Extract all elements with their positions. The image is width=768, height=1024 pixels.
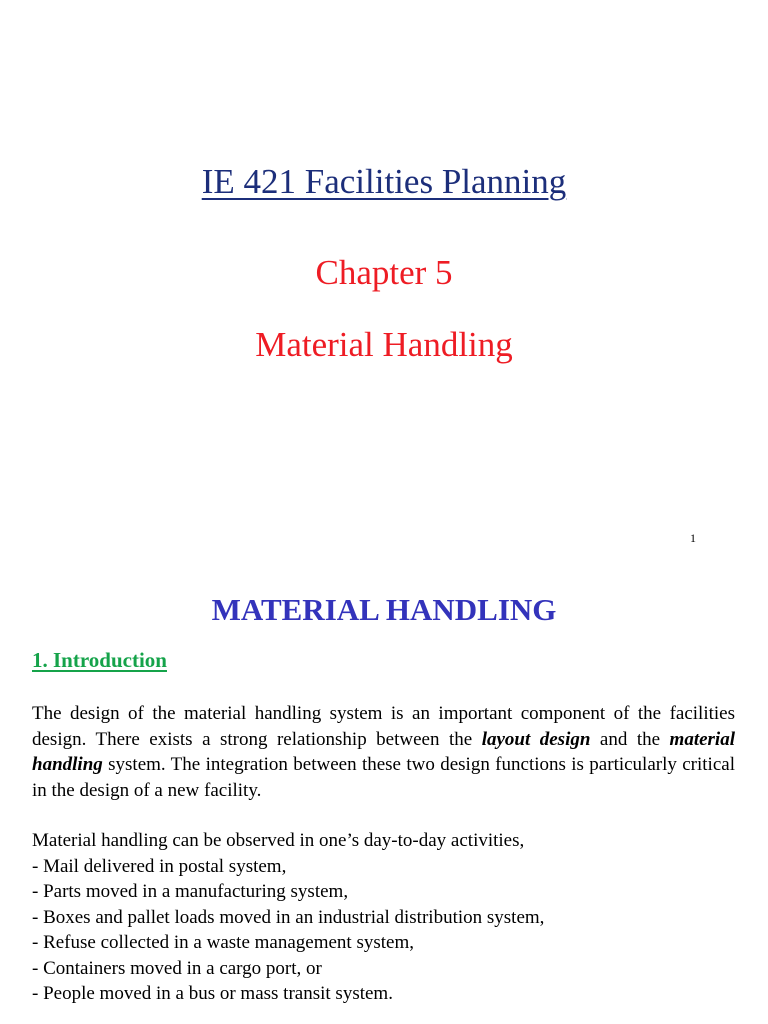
list-item: - Containers moved in a cargo port, or [32,957,322,979]
course-title: IE 421 Facilities Planning [201,162,567,201]
list-item: - Parts moved in a manufacturing system, [32,881,349,902]
emphasis-layout-design: layout design [481,728,591,750]
list-item: - Mail delivered in postal system, [32,855,287,877]
chapter-label: Chapter 5 [315,253,453,292]
list-item: - Refuse collected in a waste management system, [32,932,414,953]
section-heading: 1. Introduction [32,648,167,672]
chapter-title: Material Handling [255,325,513,364]
examples-list [32,828,735,1007]
slide-heading: MATERIAL HANDLING [211,592,557,627]
emphasis-material-handling: material handling [32,728,735,775]
page-number: 1 [690,531,696,545]
list-item: - People moved in a bus or mass transit system. [32,983,393,1004]
list-item: - Boxes and pallet loads moved in an industrial distribution system, [32,906,545,928]
intro-paragraph: The design of the material handling system is an important component of the facilities design. There exists a strong relationship between the layout design and the material handling system. The integration between these two design functions is particularly critical in the design of a new facility. [32,703,735,801]
content-slide [0,560,768,1024]
list-intro: Material handling can be observed in one’s day-to-day activities, [32,830,525,851]
